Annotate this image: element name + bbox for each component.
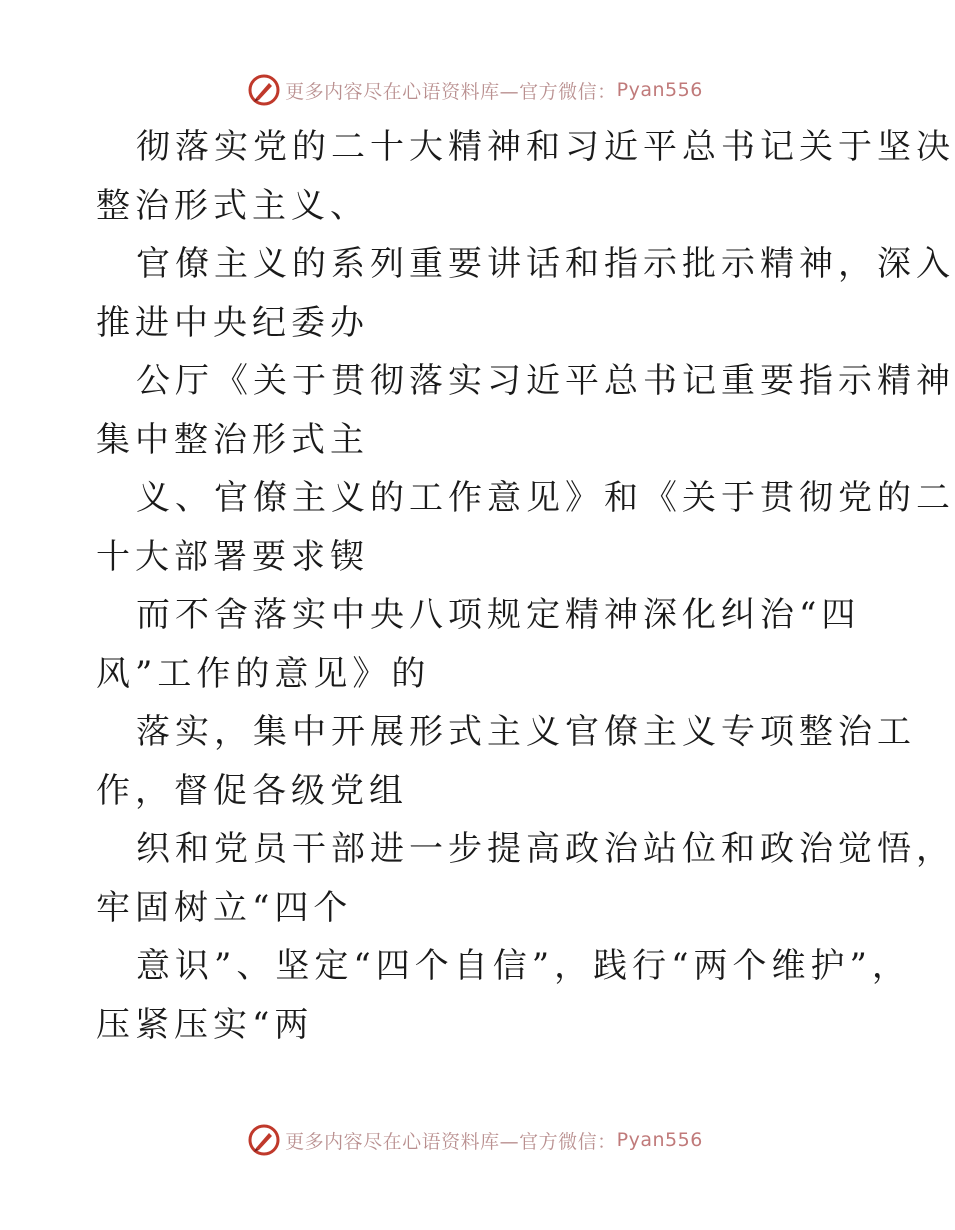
banner-text: 更多内容尽在心语资料库—官方微信： (285, 80, 617, 103)
text-line: 十大部署要求锲 (96, 536, 369, 577)
text-line: 织和党员干部进一步提高政治站位和政治觉悟， (136, 829, 955, 869)
text-line: 集中整治形式主 (96, 419, 369, 460)
banner-wechat-id: Pyan556 (616, 1129, 703, 1151)
banner-text: 更多内容尽在心语资料库—官方微信： (285, 1130, 617, 1153)
text-line: 落实，集中开展形式主义官僚主义专项整治工 (136, 712, 916, 752)
red-circle-pen-logo-icon (247, 73, 281, 107)
text-line: 意识”、坚定“四个自信”，践行“两个维护”， (136, 946, 911, 986)
document-body (96, 118, 955, 1054)
text-line: 而不舍落实中央八项规定精神深化纠治“四 (136, 595, 861, 635)
text-line: 推进中央纪委办 (96, 302, 369, 343)
text-line: 义、官僚主义的工作意见》和《关于贯彻党的二 (136, 478, 955, 518)
text-line: 作，督促各级党组 (96, 770, 408, 811)
text-line: 官僚主义的系列重要讲话和指示批示精神，深入 (136, 244, 955, 284)
text-line: 压紧压实“两 (96, 1004, 314, 1045)
header-watermark-banner (0, 70, 950, 110)
text-line: 彻落实党的二十大精神和习近平总书记关于坚决 (136, 127, 955, 167)
text-line: 风”工作的意见》的 (96, 653, 431, 694)
banner-wechat-id: Pyan556 (616, 79, 703, 101)
text-line: 整治形式主义、 (96, 185, 369, 226)
text-line: 公厅《关于贯彻落实习近平总书记重要指示精神 (136, 361, 955, 401)
red-circle-pen-logo-icon (247, 1123, 281, 1157)
text-line: 牢固树立“四个 (96, 887, 353, 928)
footer-watermark-banner (0, 1120, 950, 1160)
